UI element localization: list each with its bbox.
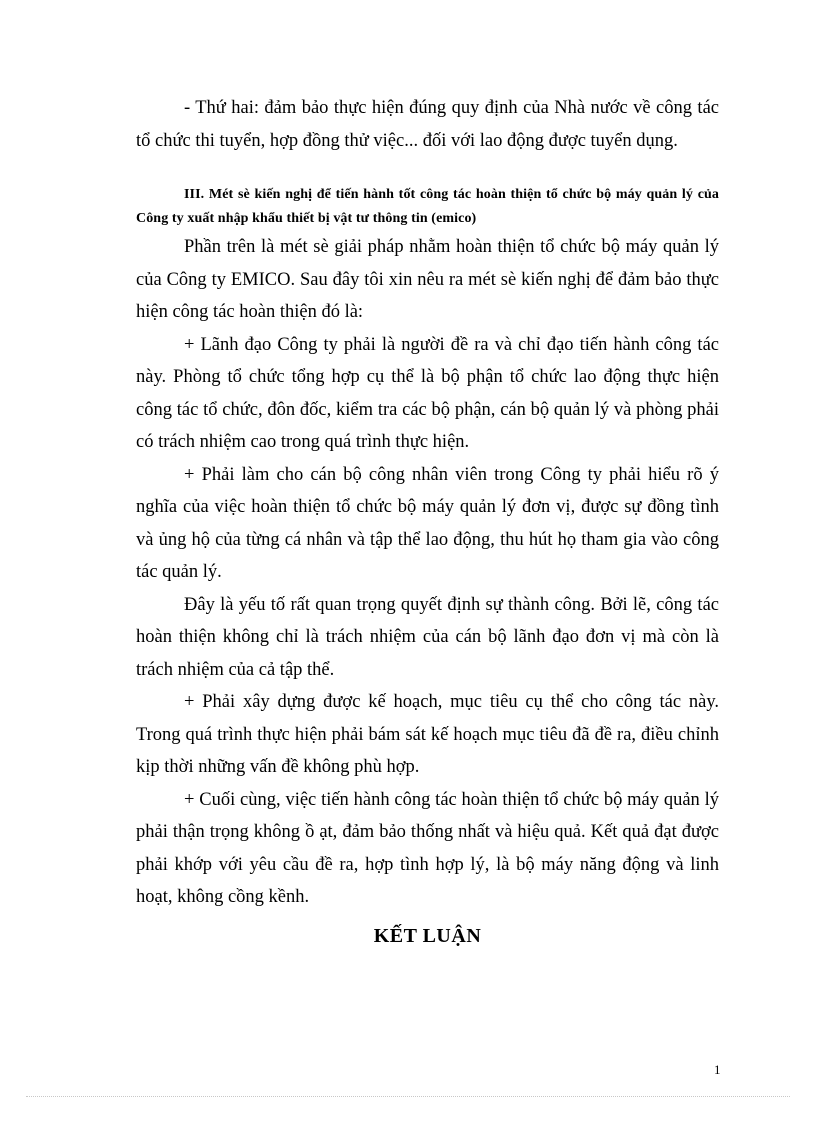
page-bottom-divider — [26, 1096, 790, 1097]
paragraph-importance: Đây là yếu tố rất quan trọng quyết định sự thành công. Bởi lẽ, công tác hoàn thiện không chỉ là trách nhiệm của cán bộ lãnh đạo đơn vị mà còn là trách nhiệm của cả tập thể. — [136, 594, 719, 680]
page-content — [136, 92, 719, 950]
paragraph-recommendation-2: + Phải làm cho cán bộ công nhân viên trong Công ty phải hiểu rõ ý nghĩa của việc hoàn thiện tổ chức bộ máy quản lý đơn vị, được sự đồng tình và ủng hộ của từng cá nhân và tập thể lao động, thu hút họ tham gia vào công tác quản lý. — [136, 464, 719, 582]
paragraph-recommendation-3: + Phải xây dựng được kế hoạch, mục tiêu cụ thể cho công tác này. Trong quá trình thực hiện phải bám sát kế hoạch mục tiêu đã đề ra, điều chỉnh kịp thời những vấn đề không phù hợp. — [136, 692, 719, 777]
paragraph-recommendation-4: + Cuối cùng, việc tiến hành công tác hoàn thiện tổ chức bộ máy quản lý phải thận trọng không ồ ạt, đảm bảo thống nhất và hiệu quả. Kết quả đạt được phải khớp với yêu cầu đề ra, hợp tình hợp lý, là bộ máy năng động và linh hoạt, không cồng kềnh. — [136, 789, 719, 907]
page-number: 1 — [714, 1062, 721, 1077]
section-heading-iii: III. Mét sè kiến nghị để tiến hành tốt công tác hoàn thiện tổ chức bộ máy quản lý của Công ty xuất nhập khẩu thiết bị vật tư thông tin (emico) — [136, 187, 719, 226]
paragraph-intro: Phần trên là mét sè giải pháp nhằm hoàn thiện tổ chức bộ máy quản lý của Công ty EMICO. Sau đây tôi xin nêu ra mét sè kiến nghị để đảm bảo thực hiện công tác hoàn thiện đó là: — [136, 237, 719, 322]
paragraph-thu-hai: - Thứ hai: đảm bảo thực hiện đúng quy định của Nhà nước về công tác tổ chức thi tuyển, hợp đồng thử việc... đối với lao động được tuyển dụng. — [136, 98, 719, 151]
paragraph-recommendation-1: + Lãnh đạo Công ty phải là người đề ra và chỉ đạo tiến hành công tác này. Phòng tổ chức tổng hợp cụ thể là bộ phận tổ chức lao động thực hiện công tác tổ chức, đôn đốc, kiểm tra các bộ phận, cán bộ quản lý và phòng phải có trách nhiệm cao trong quá trình thực hiện. — [136, 334, 719, 452]
conclusion-title: KẾT LUẬN — [373, 924, 482, 947]
